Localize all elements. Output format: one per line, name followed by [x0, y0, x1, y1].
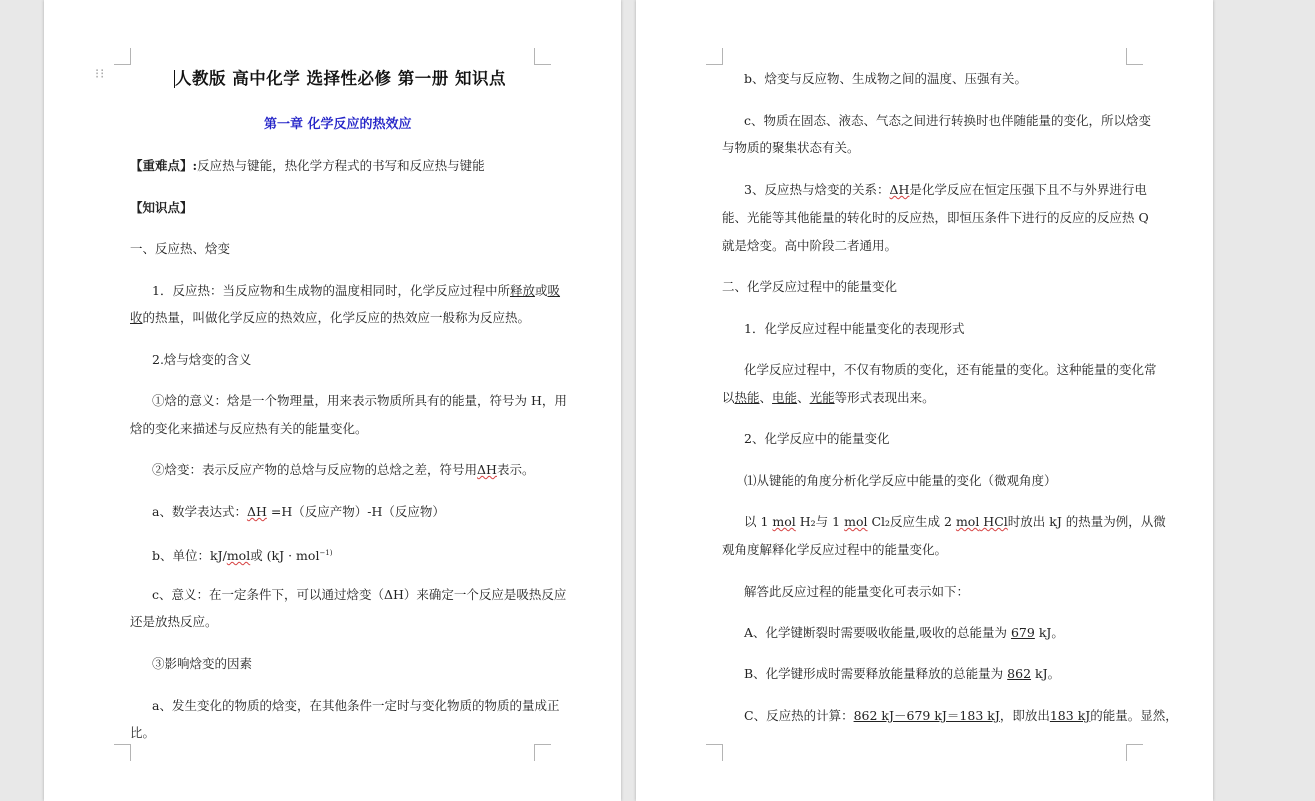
underlined-value: 862 kJ－679 kJ＝183 kJ [853, 708, 1000, 723]
text-run: 或 [534, 283, 548, 298]
text-run: 3、反应热与焓变的关系： [744, 182, 890, 197]
paragraph-factors-a-line-2[interactable]: 比。 [130, 725, 156, 740]
underlined-term: 收 [130, 310, 143, 325]
paragraph-answer-c[interactable] [744, 708, 1178, 724]
paragraph-relation-line-3[interactable]: 就是焓变。高中阶段二者通用。 [722, 238, 898, 253]
spellcheck-flag: mol [772, 514, 796, 529]
document-page-right [636, 0, 1213, 801]
text-run: 是化学反应在恒定压强下且不与外界进行电 [909, 182, 1147, 197]
document-page-left [44, 0, 621, 801]
text-run: C、反应热的计算： [744, 708, 854, 723]
margin-mark-top-right [534, 48, 551, 65]
underlined-value: 862 [1007, 666, 1032, 681]
paragraph-significance-line-2[interactable]: 还是放热反应。 [130, 614, 218, 629]
paragraph-answer-b[interactable] [744, 666, 1060, 682]
section-heading-2[interactable]: 二、化学反应过程中的能量变化 [722, 279, 898, 294]
text-run: ，即放出 [999, 708, 1050, 723]
text-run: b、单位：kJ/ [152, 548, 227, 563]
margin-mark-top-left [114, 48, 131, 65]
paragraph-answer-intro[interactable]: 解答此反应过程的能量变化可表示如下： [744, 584, 970, 599]
paragraph-factors-c-line-1[interactable]: c、物质在固态、液态、气态之间进行转换时也伴随能量的变化，所以焓变 [744, 113, 1152, 128]
paragraph-factors-heading[interactable]: ③影响焓变的因素 [152, 656, 253, 671]
text-run: 或 (kJ · mol [250, 548, 320, 563]
margin-mark-bottom-left [706, 744, 723, 761]
paragraph-answer-a[interactable] [744, 625, 1064, 641]
paragraph-example-line-2[interactable]: 观角度解释化学反应过程中的能量变化。 [722, 542, 948, 557]
text-run: 等形式表现出来。 [834, 390, 935, 405]
paragraph-example-line-1[interactable] [744, 514, 1166, 530]
paragraph-reaction-heat-line-1[interactable] [152, 283, 560, 299]
paragraph-energy-forms-heading[interactable]: 1．化学反应过程中能量变化的表现形式 [744, 321, 965, 336]
paragraph-significance-line-1[interactable]: c、意义：在一定条件下，可以通过焓变（ΔH）来确定一个反应是吸热反应 [152, 587, 567, 602]
chapter-heading[interactable]: 第一章 化学反应的热效应 [264, 117, 412, 132]
spellcheck-flag: ΔH [477, 462, 497, 477]
page-title[interactable]: 人教版 高中化学 选择性必修 第一册 知识点 [175, 69, 506, 88]
margin-mark-top-left [706, 48, 723, 65]
margin-mark-bottom-right [1126, 744, 1143, 761]
paragraph-enthalpy-heading[interactable]: 2.焓与焓变的含义 [152, 352, 252, 367]
spellcheck-flag: mol [844, 514, 868, 529]
text-run: 、 [759, 390, 773, 405]
paragraph-reaction-heat-line-2[interactable] [130, 310, 530, 326]
knowledge-label[interactable]: 【知识点】 [130, 200, 193, 215]
margin-mark-bottom-right [534, 744, 551, 761]
underlined-value: 183 kJ [1049, 708, 1091, 723]
text-run: B、化学键形成时需要释放能量释放的总能量为 [744, 666, 1008, 681]
paragraph-relation-line-2[interactable]: 能、光能等其他能量的转化时的反应热，即恒压条件下进行的反应的反应热 Q [722, 210, 1149, 225]
underlined-value: 679 [1010, 625, 1035, 640]
spellcheck-flag: mol [226, 548, 251, 563]
text-run: 表示。 [496, 462, 535, 477]
text-run: =H（反应产物）-H（反应物） [266, 504, 445, 519]
text-run: 以 1 [744, 514, 773, 529]
superscript: −1) [319, 549, 333, 557]
paragraph-energy-change-heading[interactable]: 2、化学反应中的能量变化 [744, 431, 890, 446]
text-run: kJ。 [1034, 625, 1064, 640]
key-points-paragraph[interactable] [130, 158, 485, 174]
paragraph-energy-forms-line-1[interactable]: 化学反应过程中，不仅有物质的变化，还有能量的变化。这种能量的变化常 [744, 362, 1157, 377]
paragraph-relation-line-1[interactable] [744, 182, 1147, 198]
text-run: 、 [797, 390, 810, 405]
margin-mark-top-right [1126, 48, 1143, 65]
paragraph-enthalpy-meaning-line-1[interactable]: ①焓的意义：焓是一个物理量，用来表示物质所具有的能量，符号为 H，用 [152, 393, 567, 408]
paragraph-unit[interactable] [152, 545, 333, 564]
text-run: ②焓变：表示反应产物的总焓与反应物的总焓之差，符号用 [152, 462, 478, 477]
text-cursor [174, 70, 175, 88]
underlined-term: 释放 [509, 283, 535, 298]
key-points-label: 【重难点】: [130, 158, 198, 173]
section-heading-1[interactable]: 一、反应热、焓变 [130, 241, 231, 256]
paragraph-enthalpy-meaning-line-2[interactable]: 焓的变化来描述与反应热有关的能量变化。 [130, 421, 368, 436]
paragraph-factors-a-line-1[interactable]: a、发生变化的物质的焓变，在其他条件一定时与变化物质的物质的量成正 [152, 698, 560, 713]
key-points-text: 反应热与键能，热化学方程式的书写和反应热与键能 [197, 158, 485, 173]
underlined-term: 热能 [734, 390, 760, 405]
paragraph-factors-b[interactable]: b、焓变与反应物、生成物之间的温度、压强有关。 [744, 71, 1028, 86]
text-run: 1．反应热：当反应物和生成物的温度相同时，化学反应过程中所 [152, 283, 510, 298]
underlined-term: 吸 [547, 283, 561, 298]
text-run: 以 [722, 390, 735, 405]
spellcheck-flag: ΔH [889, 182, 910, 197]
text-run: kJ。 [1031, 666, 1061, 681]
underlined-term: 电能 [772, 390, 798, 405]
text-run: 时放出 kJ 的热量为例，从微 [1007, 514, 1166, 529]
text-run: 的热量，叫做化学反应的热效应，化学反应的热效应一般称为反应热。 [142, 310, 531, 325]
spellcheck-flag: HCl [979, 514, 1008, 529]
text-run: Cl₂反应生成 2 [867, 514, 956, 529]
paragraph-energy-forms-line-2[interactable] [722, 390, 935, 406]
paragraph-factors-c-line-2[interactable]: 与物质的聚集状态有关。 [722, 140, 860, 155]
spellcheck-flag: ΔH [246, 504, 267, 519]
margin-mark-bottom-left [114, 744, 131, 761]
text-run: A、化学键断裂时需要吸收能量,吸收的总能量为 [744, 625, 1011, 640]
drag-handle-icon[interactable]: ⁝⁝ [95, 67, 106, 82]
paragraph-formula[interactable] [152, 504, 445, 520]
paragraph-bond-energy-heading[interactable]: ⑴从键能的角度分析化学反应中能量的变化（微观角度） [744, 473, 1057, 488]
underlined-term: 光能 [809, 390, 835, 405]
text-run: a、数学表达式： [152, 504, 247, 519]
text-run: H₂与 1 [795, 514, 845, 529]
spellcheck-flag: mol [955, 514, 980, 529]
text-run: 的能量。显然， [1090, 708, 1178, 723]
paragraph-enthalpy-change[interactable] [152, 462, 534, 478]
